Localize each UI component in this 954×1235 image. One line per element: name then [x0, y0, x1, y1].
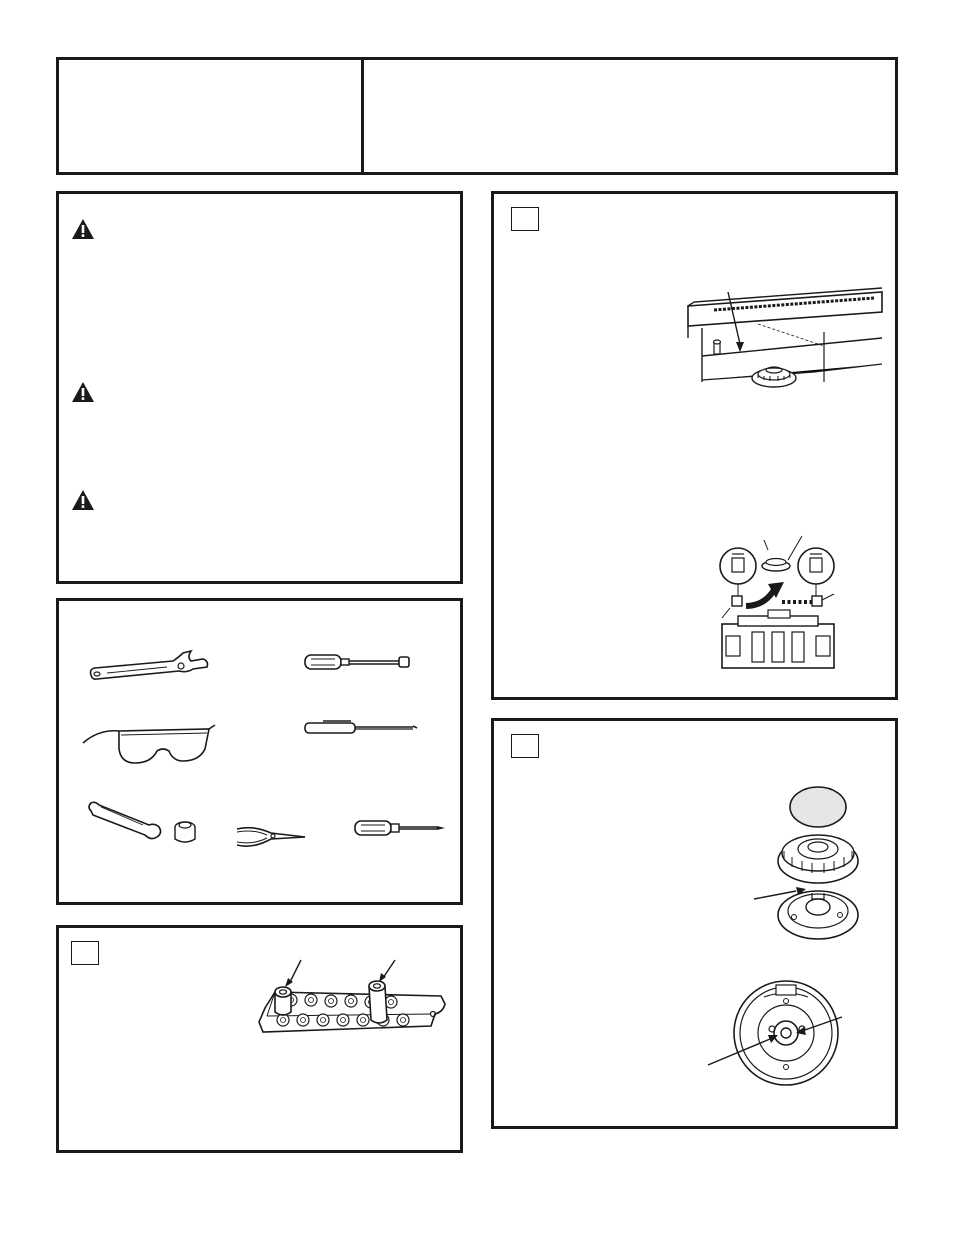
needle-nose-pliers-icon	[233, 823, 309, 851]
flat-screwdriver-icon	[303, 719, 421, 739]
bottom-right-step-panel	[491, 718, 898, 1129]
step-number-box	[511, 734, 539, 758]
nut-driver-icon	[303, 651, 413, 675]
burner-exploded-illustration	[748, 787, 878, 943]
header-box	[56, 57, 898, 175]
header-divider	[361, 60, 364, 172]
warning-panel	[56, 191, 463, 584]
socket-wrench-icon	[85, 797, 205, 851]
warning-triangle-icon	[71, 381, 95, 403]
orifice-step-panel	[56, 925, 463, 1153]
warning-triangle-icon	[71, 218, 95, 240]
step-number-box	[71, 941, 99, 965]
orifice-spud-holder-illustration	[255, 956, 451, 1042]
tools-panel	[56, 598, 463, 905]
cooktop-rail-illustration	[674, 286, 886, 384]
phillips-screwdriver-icon	[353, 817, 449, 841]
adjustable-wrench-icon	[87, 649, 212, 685]
valve-diagram-illustration	[712, 532, 872, 672]
top-right-step-panel	[491, 191, 898, 700]
safety-glasses-icon	[79, 721, 219, 771]
warning-triangle-icon	[71, 489, 95, 511]
burner-base-top-illustration	[706, 977, 866, 1097]
step-number-box	[511, 207, 539, 231]
